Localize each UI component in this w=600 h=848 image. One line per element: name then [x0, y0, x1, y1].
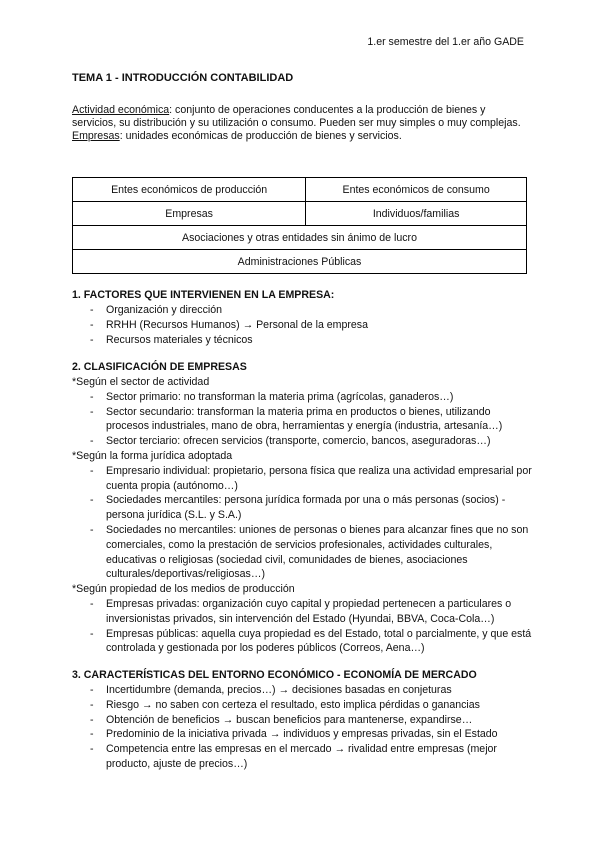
empresas-text: : unidades económicas de producción de bienes y servicios.	[119, 130, 402, 143]
list-item: - Obtención de beneficios → buscan beneficios para mantenerse, expandirse…	[106, 713, 532, 728]
category-label: *Según propiedad de los medios de producción	[72, 583, 295, 596]
list-item: - Empresas públicas: aquella cuya propiedad es del Estado, total o parcialmente, y que está controlada y gestionada por los poderes públicos (Correos, Aena…)	[106, 627, 532, 657]
list-item: - Organización y dirección	[106, 303, 532, 318]
list-item: - Riesgo → no saben con certeza el resultado, esto implica pérdidas o ganancias	[106, 698, 532, 713]
table-row	[73, 202, 527, 226]
list-item: - Sector terciario: ofrecen servicios (transporte, comercio, bancos, aseguradoras…)	[106, 434, 532, 449]
entes-table	[72, 177, 527, 274]
list-item: - RRHH (Recursos Humanos) → Personal de la empresa	[106, 318, 532, 333]
section-heading: 2. CLASIFICACIÓN DE EMPRESAS	[72, 361, 247, 373]
sector-list	[72, 390, 532, 449]
section-heading: 3. CARACTERÍSTICAS DEL ENTORNO ECONÓMICO - ECONOMÍA DE MERCADO	[72, 669, 477, 681]
actividad-text: : conjunto de operaciones conducentes a la producción de bienes y servicios, su distribución y su utilización o consumo. Pueden ser muy simples o muy complejas.	[72, 104, 521, 130]
actividad-term: Actividad económica	[72, 104, 170, 116]
empresas-term: Empresas	[72, 130, 120, 143]
list-item: - Empresario individual: propietario, persona física que realiza una actividad empresarial por cuenta propia (autónomo…)	[106, 464, 532, 494]
table-row	[73, 178, 527, 202]
table-cell: Empresas	[73, 202, 306, 226]
list-item: - Sociedades no mercantiles: uniones de personas o bienes para alcanzar fines que no son comerciales, como la prestación de servicios profesionales, actividades culturales, educativas o religiosas (sociedad civil, comunidades de bienes, asociaciones culturales/deportivas/religiosas…)	[106, 523, 532, 582]
list-item: - Recursos materiales y técnicos	[106, 333, 532, 348]
table-row	[73, 250, 527, 274]
list-item: - Sector secundario: transforman la materia prima en productos o bienes, utilizando procesos industriales, mano de obra, herramientas y energía (industria, artesanía…)	[106, 405, 532, 435]
category-label: *Según el sector de actividad	[72, 376, 210, 388]
section-clasificacion	[72, 360, 532, 656]
empresas-definition	[72, 130, 532, 143]
actividad-definition	[72, 104, 532, 130]
list-item: - Competencia entre las empresas en el mercado → rivalidad entre empresas (mejor producto, ajuste de precios…)	[106, 742, 532, 772]
table-row	[73, 226, 527, 250]
list-item: - Predominio de la iniciativa privada → individuos y empresas privadas, sin el Estado	[106, 727, 532, 742]
category-label: *Según la forma jurídica adoptada	[72, 449, 233, 462]
list-item: - Empresas privadas: organización cuyo capital y propiedad pertenecen a particulares o inversionistas privados, sin intervención del Estado (Hyundai, BBVA, Coca-Cola…)	[106, 597, 532, 627]
entorno-list	[72, 683, 532, 772]
intro-block	[72, 104, 532, 144]
list-item: - Sector primario: no transforman la materia prima (agrícolas, ganaderos…)	[106, 390, 532, 405]
list-item: - Incertidumbre (demanda, precios…) → decisiones basadas en conjeturas	[106, 683, 532, 698]
table-header-cell: Entes económicos de producción	[73, 178, 306, 202]
forma-juridica-list	[72, 464, 532, 582]
list-item: - Sociedades mercantiles: persona jurídica formada por una o más personas (socios) - persona jurídica (S.L. y S.A.)	[106, 493, 532, 523]
section-entorno	[72, 668, 532, 772]
factores-list	[72, 303, 532, 347]
table-cell: Administraciones Públicas	[73, 250, 527, 274]
section-heading: 1. FACTORES QUE INTERVIENEN EN LA EMPRESA:	[72, 289, 335, 301]
table-cell: Asociaciones y otras entidades sin ánimo de lucro	[73, 226, 527, 250]
page-header: 1.er semestre del 1.er año GADE	[367, 36, 524, 48]
propiedad-list	[72, 597, 532, 656]
table-header-cell: Entes económicos de consumo	[306, 178, 527, 202]
table-cell: Individuos/familias	[306, 202, 527, 226]
section-factores	[72, 288, 532, 347]
document-title: TEMA 1 - INTRODUCCIÓN CONTABILIDAD	[72, 72, 294, 84]
